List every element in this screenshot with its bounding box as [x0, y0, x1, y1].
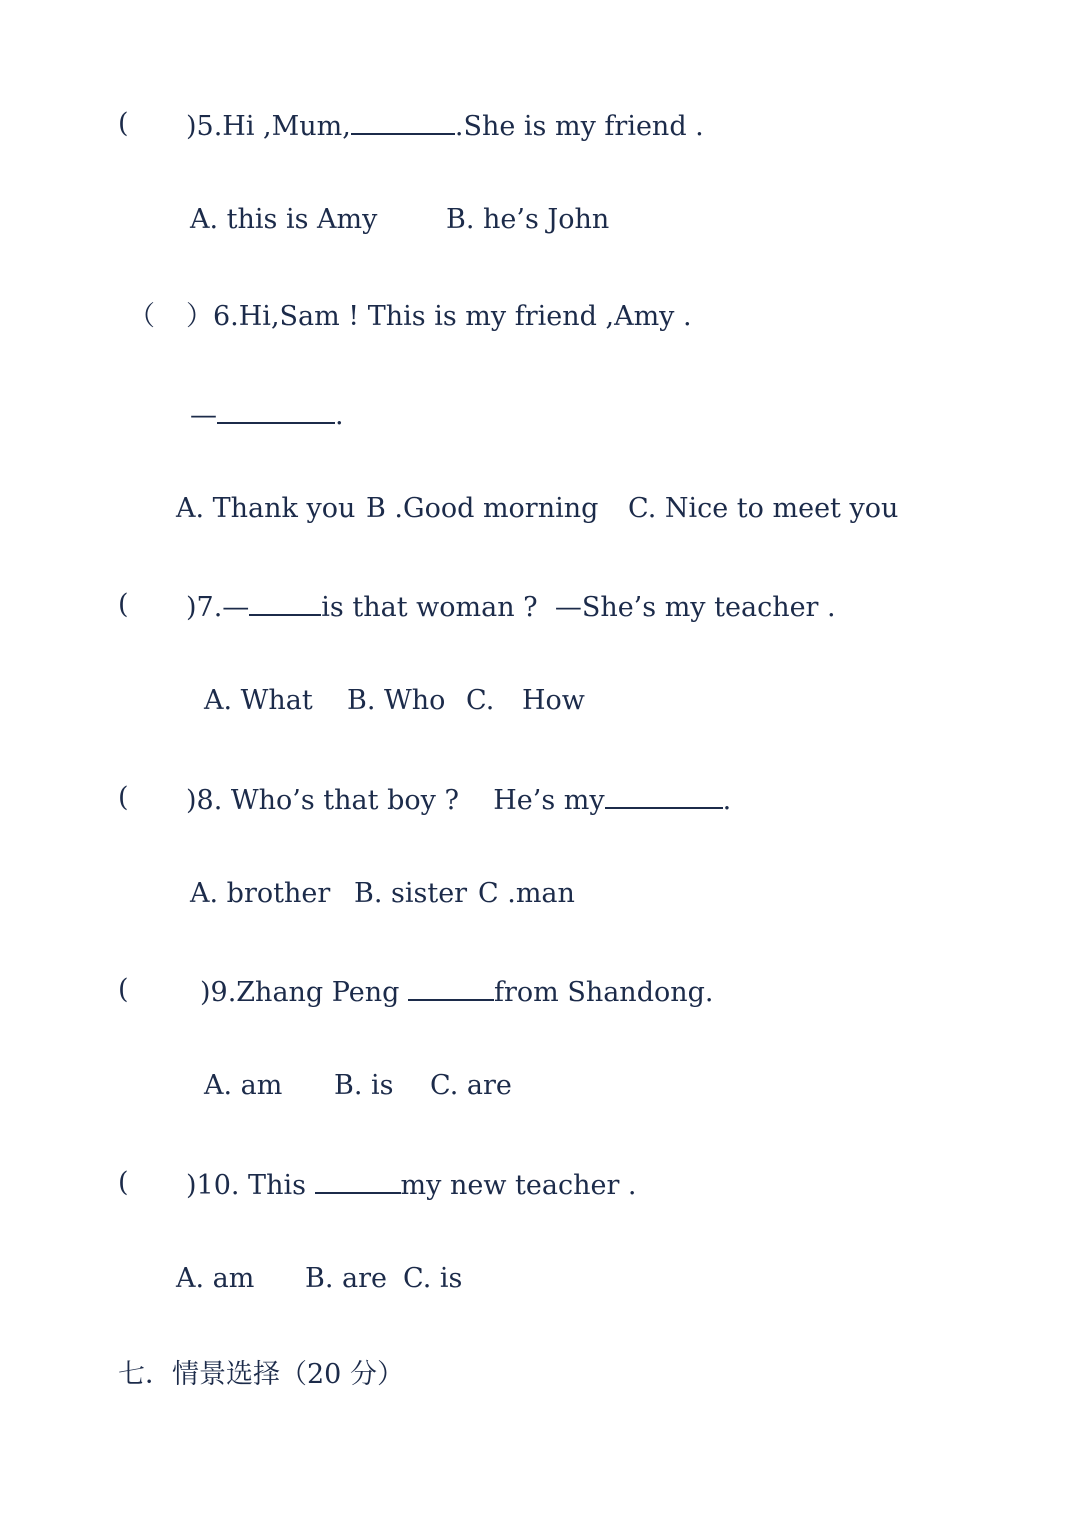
q10-option-c: C. is: [403, 1263, 463, 1294]
q8-stem-end: .: [722, 785, 732, 816]
q7-option-c: C.: [466, 685, 495, 716]
q7-option-a: A. What: [204, 685, 313, 716]
q6-option-a: A. Thank you: [176, 493, 356, 524]
q9-stem-text: )9.Zhang Peng: [200, 977, 408, 1008]
q9-option-b: B. is: [334, 1070, 394, 1101]
q5-open-paren: (: [118, 108, 129, 139]
q7-stem-text: )7.—: [186, 592, 250, 623]
q7-option-b: B. Who: [347, 685, 446, 716]
q6-response-end: .: [335, 400, 344, 431]
q9-option-a: A. am: [204, 1070, 283, 1101]
q7-stem-end: is that woman ? —She’s my teacher .: [321, 592, 836, 623]
q9-stem: [200, 973, 714, 1010]
q5-option-a: A. this is Amy: [190, 204, 378, 235]
q6-stem: ）6.Hi,Sam ! This is my friend ,Amy .: [186, 301, 692, 332]
q7-answer-blank[interactable]: [249, 588, 321, 616]
q9-stem-end: from Shandong.: [493, 977, 714, 1008]
q8-option-c: C .man: [478, 878, 575, 909]
q8-stem: [186, 781, 731, 818]
section-heading: 七．情景选择（20 分）: [118, 1359, 404, 1390]
q6-answer-blank[interactable]: [217, 396, 335, 424]
q10-stem-text: )10. This: [186, 1170, 315, 1201]
q5-answer-blank[interactable]: [351, 107, 455, 135]
q10-option-a: A. am: [176, 1263, 255, 1294]
q5-stem-text: )5.Hi ,Mum,: [186, 111, 351, 142]
q8-answer-blank[interactable]: [605, 781, 723, 809]
q8-open-paren: (: [118, 782, 129, 813]
q10-stem: [186, 1166, 637, 1203]
q10-open-paren: (: [118, 1167, 129, 1198]
q5-stem: [186, 107, 704, 144]
q10-stem-end: my new teacher .: [400, 1170, 637, 1201]
q5-stem-end: .She is my friend .: [454, 111, 704, 142]
q6-option-c: C. Nice to meet you: [628, 493, 899, 524]
q8-option-a: A. brother: [190, 878, 331, 909]
q6-response-dash: —: [190, 400, 217, 431]
q8-option-b: B. sister: [354, 878, 468, 909]
q6-open-paren: （: [128, 301, 155, 332]
q8-stem-text: )8. Who’s that boy ? He’s my: [186, 785, 605, 816]
q9-answer-blank[interactable]: [408, 973, 494, 1001]
q6-option-b: B .Good morning: [366, 493, 599, 524]
q9-option-c: C. are: [430, 1070, 512, 1101]
q9-open-paren: (: [118, 974, 129, 1005]
q6-response: [190, 396, 344, 433]
q7-option-c-text: How: [522, 685, 585, 716]
q7-stem: [186, 588, 836, 625]
q7-open-paren: (: [118, 589, 129, 620]
q5-option-b: B. he’s John: [446, 204, 610, 235]
q10-option-b: B. are: [305, 1263, 387, 1294]
q10-answer-blank[interactable]: [315, 1166, 401, 1194]
